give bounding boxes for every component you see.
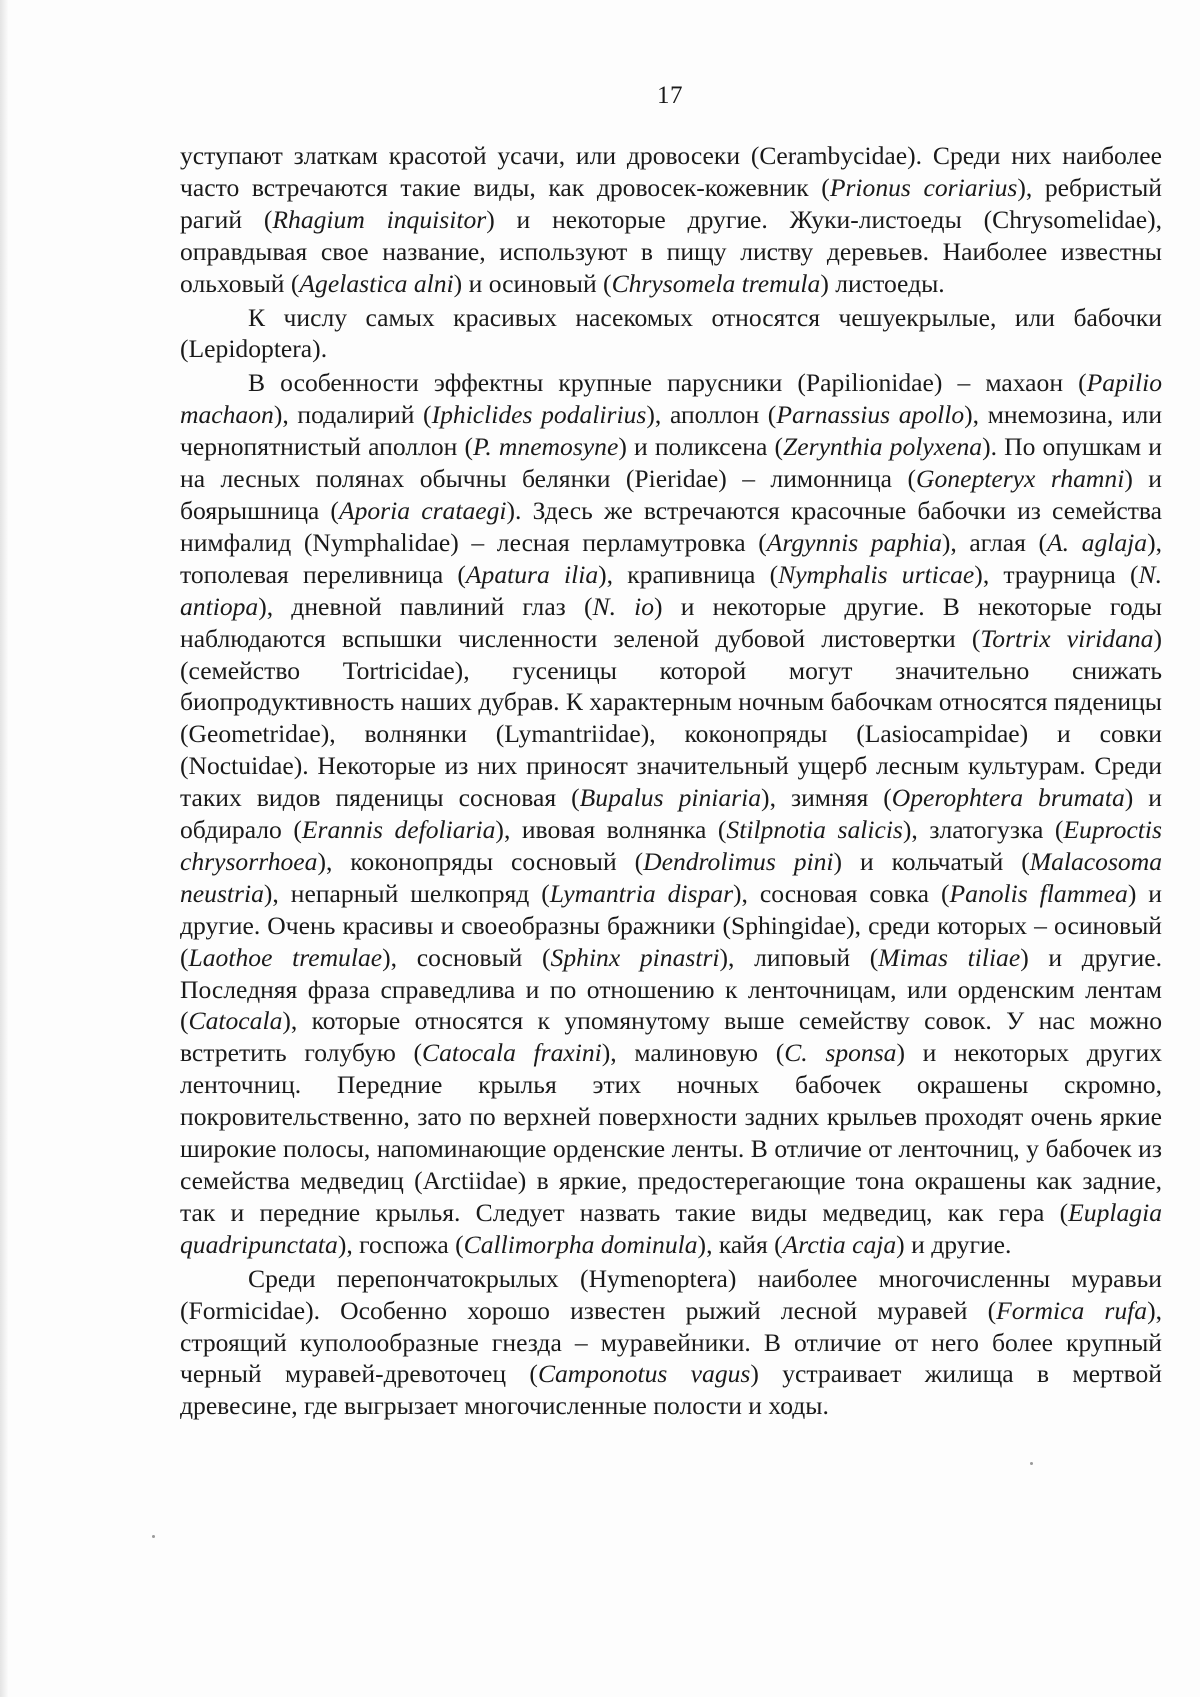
species-name: Nymphalis urticae bbox=[778, 559, 975, 589]
species-name: Stilpnotia salicis bbox=[726, 815, 903, 845]
text-run: ), ивовая волнянка ( bbox=[495, 815, 727, 845]
text-run: ), златогузка ( bbox=[902, 815, 1064, 845]
species-name: Rhagium inquisitor bbox=[272, 204, 487, 234]
text-run: ), аполлон ( bbox=[646, 400, 777, 430]
paragraph bbox=[180, 1263, 1162, 1423]
text-run: ), малиновую ( bbox=[601, 1038, 785, 1068]
species-name: C. sponsa bbox=[784, 1038, 897, 1068]
page-number: 17 bbox=[657, 82, 683, 109]
species-name: Formica rufa bbox=[996, 1295, 1148, 1325]
species-name: Tortrix viridana bbox=[980, 623, 1154, 653]
species-name: Zerynthia polyxena bbox=[783, 432, 983, 462]
species-name: Catocala fraxini bbox=[422, 1038, 602, 1068]
species-name: Papilio machaon bbox=[180, 368, 1162, 430]
text-run: ) и другие. Последняя фраза справедлива и по отношению к ленточницам, или орденским лентам ( bbox=[180, 942, 1163, 1036]
text-run: ), подалирий ( bbox=[273, 400, 432, 430]
species-name: Euplagia quadripunctata bbox=[180, 1197, 1162, 1259]
text-run: ), сосновая совка ( bbox=[733, 878, 950, 908]
text-run: ), ребристый рагий ( bbox=[180, 172, 1162, 234]
species-name: N. io bbox=[592, 591, 655, 621]
text-run: ), аглая ( bbox=[941, 527, 1048, 557]
species-name: Prionus coriarius bbox=[829, 172, 1018, 202]
species-name: Apatura ilia bbox=[465, 559, 599, 589]
species-name: Catocala bbox=[188, 1006, 283, 1036]
species-name: Agelastica alni bbox=[299, 268, 454, 298]
text-run: ), липовый ( bbox=[719, 942, 879, 972]
species-name: P. mnemosyne bbox=[473, 432, 619, 462]
species-name: Dendrolimus pini bbox=[643, 846, 834, 876]
text-run: ) и некоторые другие. В некоторые годы наблюдаются вспышки численности зеленой дубовой листовертки ( bbox=[180, 591, 1162, 653]
species-name: Bupalus piniaria bbox=[579, 783, 762, 813]
paragraph bbox=[180, 140, 1162, 300]
species-name: Malacosoma neustria bbox=[180, 846, 1162, 908]
text-run: ) и другие. bbox=[896, 1229, 1012, 1259]
text-run: ), строящий куполообразные гнезда – муравейники. В отличие от него более крупный черный муравей-древоточец ( bbox=[180, 1295, 1162, 1389]
text-run: ) и боярышница ( bbox=[180, 464, 1162, 525]
text-run: ) устраивает жилища в мертвой древесине, где выгрызает многочисленные полости и ходы. bbox=[180, 1359, 1163, 1421]
text-run: ), тополевая переливница ( bbox=[180, 527, 1162, 589]
species-name: N. antiopa bbox=[180, 559, 1162, 621]
paragraph bbox=[180, 367, 1162, 1260]
text-run: ) и обдирало ( bbox=[180, 783, 1162, 845]
text-run: ) и осиновый ( bbox=[453, 268, 612, 298]
scan-edge-shadow bbox=[0, 0, 8, 1697]
text-run: ), крапивница ( bbox=[598, 559, 779, 589]
body-text bbox=[180, 140, 1162, 1424]
species-name: Argynnis paphia bbox=[766, 527, 942, 557]
species-name: Aporia crataegi bbox=[338, 495, 507, 525]
species-name: Parnassius apollo bbox=[776, 400, 965, 430]
paragraph bbox=[180, 302, 1162, 366]
text-run: К числу самых красивых насекомых относятся чешуекрылые, или бабочки (Lepidoptera). bbox=[180, 302, 1162, 364]
text-run: ), непарный шелкопряд ( bbox=[263, 878, 550, 908]
text-run: ) (семейство Tortricidae), гусеницы которой могут значительно снижать биопродуктивность наших дубрав. К характерным ночным бабочкам относятся пяденицы (Geometridae), волнянки (Lymantriidae), коконопряды (Lasiocampidae) и совки (Noctuidae). Некоторые из них приносят значительный ущерб лесным культурам. Среди таких видов пяденицы сосновая ( bbox=[180, 623, 1162, 813]
species-name: Iphiclides podalirius bbox=[431, 400, 647, 430]
text-run: ) листоеды. bbox=[820, 268, 945, 298]
text-run: уступают златкам красотой усачи, или дровосеки (Cerambycidae). Среди них наиболее часто встречаются такие виды, как дровосек-кожевник ( bbox=[180, 141, 1162, 202]
text-run: ), сосновый ( bbox=[382, 942, 551, 972]
text-run: ), кайя ( bbox=[697, 1229, 783, 1259]
text-run: ). Здесь же встречаются красочные бабочки из семейства нимфалид (Nymphalidae) – лесная перламутровка ( bbox=[180, 495, 1162, 557]
text-run: ), траурница ( bbox=[974, 559, 1139, 589]
text-run: ) и кольчатый ( bbox=[833, 846, 1030, 876]
species-name: A. aglaja bbox=[1047, 527, 1148, 557]
scan-speck bbox=[1030, 1462, 1033, 1465]
text-run: ), зимняя ( bbox=[761, 783, 892, 813]
text-run: ), которые относятся к упомянутому выше семейству совок. У нас можно встретить голубую ( bbox=[180, 1006, 1162, 1068]
species-name: Erannis defoliaria bbox=[301, 815, 496, 845]
text-run: ) и некоторых других ленточниц. Передние крылья этих ночных бабочек окрашены скромно, покровительственно, зато по верхней поверхности задних крыльев проходят очень яркие широкие полосы, напоминающие орденские ленты. В отличие от ленточниц, у бабочек из семейства медведиц (Arctiidae) в яркие, предостерегающие тона окрашены как задние, так и передние крылья. Следует назвать такие виды медведиц, как гера ( bbox=[180, 1038, 1162, 1227]
text-run: ), мнемозина, или чернопятнистый аполлон ( bbox=[180, 400, 1163, 462]
species-name: Camponotus vagus bbox=[537, 1359, 751, 1389]
text-run: В особенности эффектны крупные парусники (Papilionidae) – махаон ( bbox=[248, 368, 1087, 398]
text-run: ), дневной павлиний глаз ( bbox=[258, 591, 593, 621]
species-name: Laothoe tremulae bbox=[188, 942, 383, 972]
text-run: ). По опушкам и на лесных полянах обычны белянки (Pieridae) – лимонница ( bbox=[180, 432, 1162, 494]
species-name: Lymantria dispar bbox=[549, 878, 734, 908]
species-name: Mimas tiliae bbox=[878, 942, 1021, 972]
scan-speck bbox=[152, 1535, 155, 1538]
species-name: Chrysomela tremula bbox=[611, 268, 821, 298]
species-name: Panolis flammea bbox=[949, 878, 1128, 908]
species-name: Euproctis chrysorrhoea bbox=[180, 815, 1162, 876]
text-run: ) и некоторые другие. Жуки-листоеды (Chrysomelidae), оправдывая свое название, используют в пищу листву деревьев. Наиболее известны ольховый ( bbox=[180, 204, 1162, 298]
species-name: Gonepteryx rhamni bbox=[916, 464, 1125, 494]
text-run: Среди перепончатокрылых (Hymenoptera) наиболее многочисленны муравьи (Formicidae). Особенно хорошо известен рыжий лесной муравей ( bbox=[180, 1263, 1162, 1325]
text-run: ), госпожа ( bbox=[337, 1229, 464, 1259]
species-name: Arctia caja bbox=[782, 1229, 897, 1259]
species-name: Callimorpha dominula bbox=[463, 1229, 698, 1259]
species-name: Operophtera brumata bbox=[891, 783, 1125, 813]
text-run: ) и поликсена ( bbox=[618, 432, 784, 462]
species-name: Sphinx pinastri bbox=[550, 942, 720, 972]
text-run: ), коконопряды сосновый ( bbox=[317, 846, 644, 876]
text-run: ) и другие. Очень красивы и своеобразны бражники (Sphingidae), среди которых – осиновый ( bbox=[180, 878, 1162, 972]
